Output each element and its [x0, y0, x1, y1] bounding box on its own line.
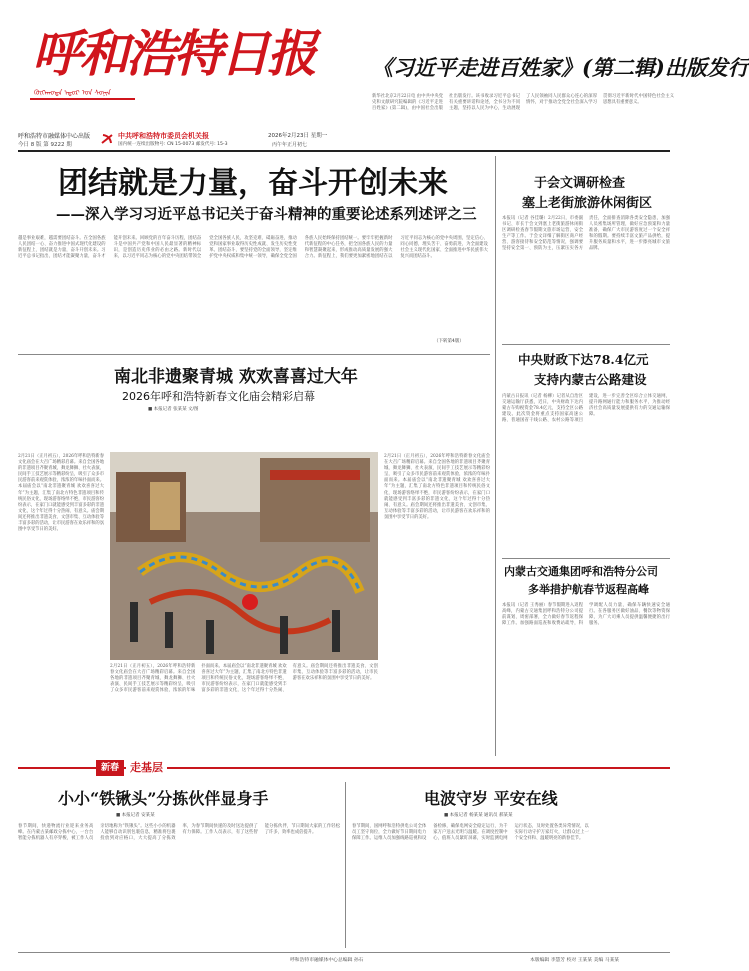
rule-right-1: [502, 344, 670, 345]
transport-headline-1[interactable]: 内蒙古交通集团呼和浩特分公司: [504, 565, 658, 578]
finance-story: [502, 350, 670, 528]
footer-right: 本版编辑 李慧芳 校对 王某某 美编 马某某: [530, 958, 620, 963]
power-body: 春节期间，国网呼和浩特供电公司全体员工坚守岗位，全力做好节日期间电力保障工作。运维人员加强线路巡视和设备检修，确保电网安全稳定运行，为千家万户送去光明与温暖。在调度控制中心，值班人员紧盯屏幕，实时监测电网运行状态，及时处置各类异常情况，以实际行动守护万家灯火，让群众过上一个安全祥和、温暖明亮的新春佳节。: [352, 824, 589, 842]
finance-body: 内蒙古日报讯（记者 杨柳）记者从自治区交通运输厅获悉，近日，中央财政下达内蒙古车购税资金78.4亿元，支持全区公路建设。此次资金将重点支持国家高速公路、普通国省干线公路、农村公路等项目建设，进一步完善全区综合立体交通网，提升路网通行能力和服务水平，为推动经济社会高质量发展提供有力的交通运输保障。: [502, 394, 670, 424]
lead-body: 越是事业艰难，越需要团结奋斗。在全国各族人民团结一心、奋力推进中国式现代化建设的新征程上，团结就是力量，奋斗开创未来。习近平总书记指出，团结才能凝聚力量，奋斗才能开创未来。回顾党的百年奋斗历程，团结奋斗是中国共产党和中国人民最显著的精神标识，是创造历史伟业的必由之路。新时代以来，以习近平同志为核心的党中央团结带领全党全国各族人民，攻坚克难、砥砺奋进，推动党和国家事业取得历史性成就、发生历史性变革。团结奋斗，要坚持党的全面领导，坚定维护党中央权威和集中统一领导，确保全党全国各族人民始终保持团结统一。要牢牢把握新时代新征程的中心任务，把全国各族人民的力量和智慧凝聚起来，形成推动高质量发展的强大合力。新征程上，我们要更加紧密地团结在以习近平同志为核心的党中央周围，坚定信心、同心同德，埋头苦干、奋勇前进，为全面建设社会主义现代化国家、全面推进中华民族伟大复兴而团结奋斗。: [18, 236, 488, 260]
issue-date: 2026年2月23日 星期一: [268, 133, 328, 139]
power-headline[interactable]: 电波守岁 平安在线: [424, 789, 558, 808]
transport-body: 本报讯（记者 王秀丽）春节假期进入返程高峰，内蒙古交通集团呼和浩特分公司提前谋划、周密部署，全力做好春节返程保障工作。加强路面巡查和收费站疏导，科学调配人员力量，确保车辆快速安全通行。在各服务区做好油品、餐饮等物资保障，为广大司乘人员提供温馨便捷的出行服务。: [502, 603, 670, 627]
power-story: [352, 780, 670, 950]
investigate-body: 本报讯（记者 谷佳璐）2月22日，市委副书记、市长于会文到塞上老街旅游休闲街区调研检查春节假期文旅市场运营、安全生产等工作。于会文详细了解街区商户经营、游客接待和安全防范等情况，强调要坚持安全第一、预防为主，压紧压实各方责任，全面排查消除各类安全隐患，加强人员密集场所管理，做好应急预案和力量准备，确保广大市民游客度过一个安全祥和的假期。要持续丰富文旅产品供给，提升服务质量和水平，进一步擦亮城市文旅品牌。: [502, 216, 670, 252]
party-emblem-icon: [100, 130, 114, 142]
right-column-divider: [495, 156, 496, 756]
footer-left: 呼和浩特市融媒体中心总编辑 孙石: [290, 958, 364, 963]
footer-rule: [18, 952, 670, 953]
investigate-story: [502, 160, 670, 340]
transport-headline-2[interactable]: 多举措护航春节返程高峰: [528, 583, 649, 596]
rule-festival-top: [18, 354, 490, 355]
spade-body: 春节期间，快递物流行业迎来业务高峰。在内蒙古某邮政分拣中心，一台台智能分拣机器人有序穿梭，被工作人员亲切地称为“铁锹头”。这些小小的机器人能够自动识别包裹信息，精准将包裹投放到对应格口，大大提高了分拣效率，为春节期间快递的及时送达提供了有力保障。工作人员表示，有了这些智能分拣伙伴，节日期间大家的工作轻松了许多，效率也成倍提升。: [18, 824, 340, 842]
investigate-headline-2[interactable]: 塞上老街旅游休闲街区: [522, 196, 653, 211]
lead-story: [18, 160, 490, 350]
section-title: 走基层: [126, 760, 167, 776]
cn-code: 国内统一连续出版物号: CN 15-0073 邮发代号: 15-3: [118, 142, 228, 147]
lead-subhead: ——深入学习习近平总书记关于奋斗精神的重要论述系列述评之三: [56, 206, 477, 223]
publisher: 呼和浩特市融媒体中心出版: [18, 133, 91, 140]
festival-headline[interactable]: 南北非遗聚青城 欢欢喜喜过大年: [114, 367, 358, 387]
transport-story: [502, 563, 670, 753]
investigate-headline-1[interactable]: 于会文调研检查: [534, 176, 626, 191]
finance-headline-1[interactable]: 中央财政下达78.4亿元: [518, 352, 649, 367]
banner-story: [372, 0, 749, 148]
festival-body-left: 2月21日（正月初五），2026年呼和浩特新春文化庙会在大召广场精彩启幕。来自全国各地的非遗项目齐聚青城，舞龙舞狮、社火表演、民间手工技艺展示等精彩纷呈，吸引了众多市民游客前来观赏体验，浓浓的年味扑面而来。本届庙会以“南北非遗聚青城 欢欢喜喜过大年”为主题，汇集了南北方特色非遗项目和传统民俗文化，现场游客络绎不绝，市民游客纷纷表示，在家门口就能感受到丰富多彩的非遗文化，这个年过得十分热闹、有意义。庙会期间还将推出非遗美食、文创市集、互动体验等丰富多彩的活动，让市民游客在欢乐祥和的氛围中享受节日的美好。: [18, 454, 104, 533]
lead-continued[interactable]: （下转第4版）: [434, 339, 464, 344]
finance-headline-2[interactable]: 支持内蒙古公路建设: [534, 372, 647, 387]
masthead-org: 中共呼和浩特市委员会机关报: [118, 132, 209, 140]
spade-headline[interactable]: 小小“铁锹头”分拣伙伴显身手: [58, 789, 269, 808]
festival-byline: ■ 本报记者 张某某 文/图: [148, 407, 199, 412]
festival-photo[interactable]: [110, 452, 378, 660]
power-byline: ■ 本报记者 杨某某 通讯员 郝某某: [444, 813, 513, 818]
lunar-date: 丙午年正月初七: [272, 142, 308, 148]
masthead-mongolian: ᠬᠥᠬᠡᠬᠣᠲᠠ ᠡᠳᠦᠷ ᠤᠨ ᠰᠣᠨᠢᠨ: [34, 89, 111, 97]
rule-right-2: [502, 558, 670, 559]
section-banner: [18, 760, 670, 776]
spade-byline: ■ 本报记者 安某某: [116, 813, 155, 818]
banner-headline[interactable]: 《习近平走进百姓家》(第二辑)出版发行: [372, 55, 749, 80]
banner-body: 新华社北京2月22日电 由中共中央党史和文献研究院编辑的《习近平走进百姓家》(第二辑)，由中国社会出版社出版发行。该书收录习近平总书记有关重要讲话和论述，全书分为不同主题，坚持以人民为中心，生动展现了人民领袖同人民群众心连心的深厚情怀，对于推动全党全社会深入学习贯彻习近平新时代中国特色社会主义思想具有重要意义。: [372, 94, 674, 112]
bottom-column-divider: [345, 782, 346, 948]
festival-subhead: 2026年呼和浩特新春文化庙会精彩启幕: [122, 390, 315, 403]
festival-story: [18, 362, 490, 754]
spade-story: [18, 780, 340, 950]
lead-headline[interactable]: 团结就是力量，奋斗开创未来: [58, 166, 448, 201]
festival-body-right: 2月21日（正月初五），2026年呼和浩特新春文化庙会在大召广场精彩启幕。来自全国各地的非遗项目齐聚青城，舞龙舞狮、社火表演、民间手工技艺展示等精彩纷呈，吸引了众多市民游客前来观赏体验，浓浓的年味扑面而来。本届庙会以“南北非遗聚青城 欢欢喜喜过大年”为主题，汇集了南北方特色非遗项目和传统民俗文化，现场游客络绎不绝，市民游客纷纷表示，在家门口就能感受到丰富多彩的非遗文化，这个年过得十分热闹、有意义。庙会期间还将推出非遗美食、文创市集、互动体验等丰富多彩的活动，让市民游客在欢乐祥和的氛围中享受节日的美好。: [384, 454, 490, 520]
issue-number: 今日 8 版 第 9222 期: [18, 142, 72, 148]
masthead-underline: [30, 98, 135, 100]
masthead-logo: 呼和浩特日报: [32, 24, 314, 83]
festival-body-below: 2月21日（正月初五），2026年呼和浩特新春文化庙会在大召广场精彩启幕。来自全国各地的非遗项目齐聚青城，舞龙舞狮、社火表演、民间手工技艺展示等精彩纷呈，吸引了众多市民游客前来观赏体验，浓浓的年味扑面而来。本届庙会以“南北非遗聚青城 欢欢喜喜过大年”为主题，汇集了南北方特色非遗项目和传统民俗文化，现场游客络绎不绝，市民游客纷纷表示，在家门口就能感受到丰富多彩的非遗文化，这个年过得十分热闹、有意义。庙会期间还将推出非遗美食、文创市集、互动体验等丰富多彩的活动，让市民游客在欢乐祥和的氛围中享受节日的美好。: [110, 664, 378, 694]
masthead-divider: [18, 150, 670, 152]
section-label: 新春: [96, 760, 124, 776]
